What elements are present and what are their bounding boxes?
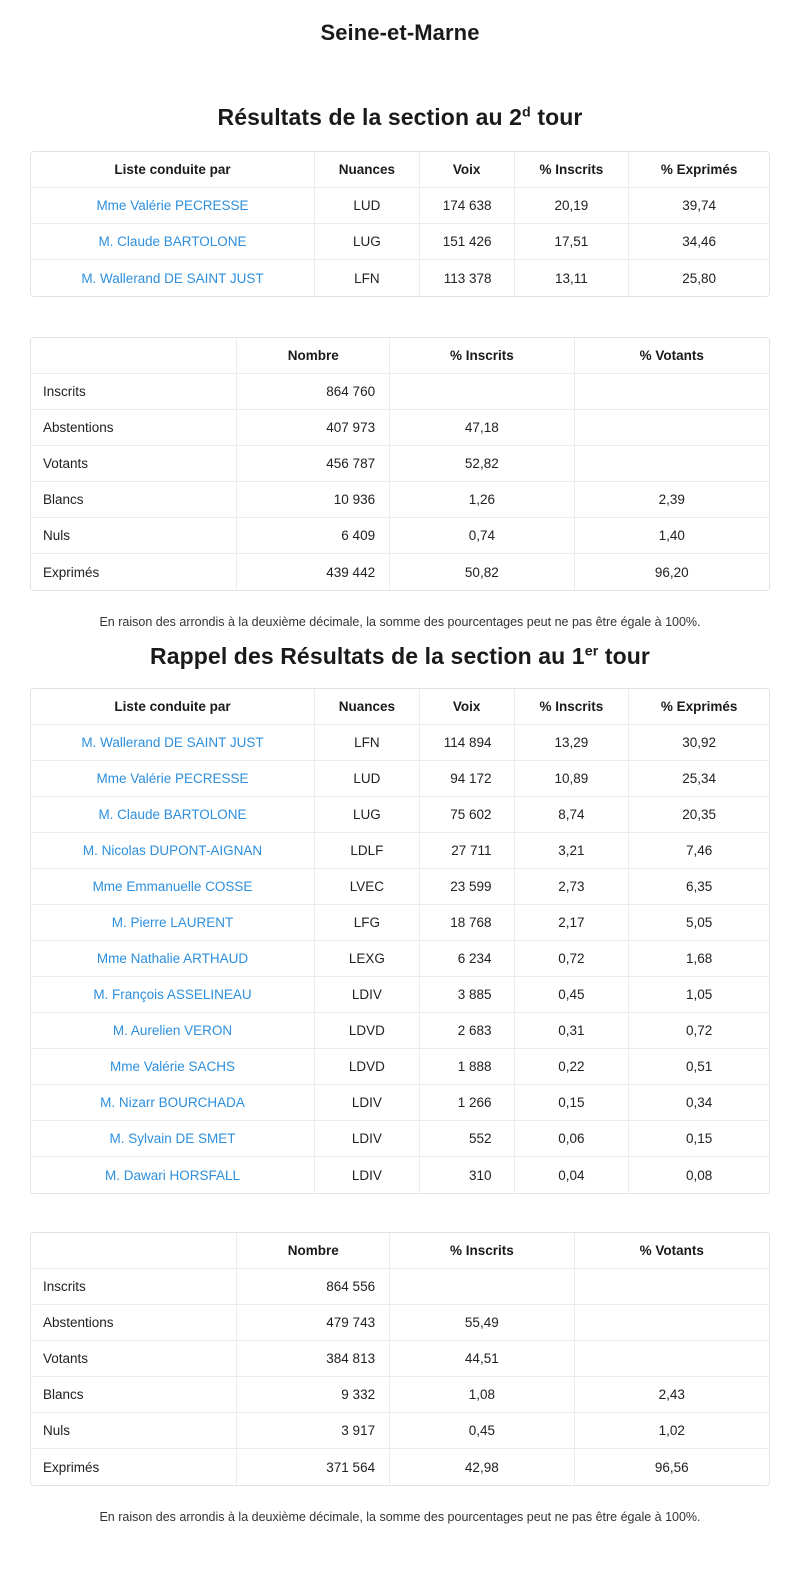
row-pct-votants: 1,02	[575, 1413, 769, 1449]
candidate-name-link[interactable]: M. Nicolas DUPONT-AIGNAN	[31, 833, 315, 869]
candidate-voix: 1 266	[420, 1085, 515, 1121]
candidate-voix: 552	[420, 1121, 515, 1157]
candidate-voix: 174 638	[420, 188, 515, 224]
column-header-nombre: Nombre	[237, 1233, 390, 1269]
row-pct-inscrits: 42,98	[390, 1449, 574, 1485]
round2-lists-table	[30, 151, 770, 297]
row-pct-inscrits: 1,26	[390, 482, 574, 518]
candidate-pct-inscrits: 20,19	[515, 188, 630, 224]
candidate-nuance: LUD	[315, 761, 420, 797]
row-pct-votants: 96,20	[575, 554, 769, 590]
candidate-name-link[interactable]: M. Pierre LAURENT	[31, 905, 315, 941]
candidate-name-link[interactable]: Mme Nathalie ARTHAUD	[31, 941, 315, 977]
candidate-pct-inscrits: 0,04	[515, 1157, 630, 1193]
round2-heading-ordinal: d	[522, 104, 531, 121]
candidate-pct-inscrits: 2,73	[515, 869, 630, 905]
candidate-voix: 2 683	[420, 1013, 515, 1049]
table-row	[31, 446, 769, 482]
row-nombre: 407 973	[237, 410, 390, 446]
table-row	[31, 554, 769, 590]
table-row	[31, 518, 769, 554]
candidate-nuance: LUG	[315, 797, 420, 833]
round1-lists-table	[30, 688, 770, 1194]
row-pct-votants	[575, 446, 769, 482]
table-header-row	[31, 338, 769, 374]
candidate-pct-exprimes: 25,34	[629, 761, 769, 797]
round2-lists-table-wrap	[30, 151, 770, 297]
candidate-pct-inscrits: 8,74	[515, 797, 630, 833]
candidate-name-link[interactable]: Mme Valérie SACHS	[31, 1049, 315, 1085]
candidate-voix: 94 172	[420, 761, 515, 797]
row-pct-votants: 2,39	[575, 482, 769, 518]
column-header-nuances: Nuances	[315, 152, 420, 188]
row-pct-inscrits: 0,45	[390, 1413, 574, 1449]
candidate-nuance: LDIV	[315, 977, 420, 1013]
row-label: Blancs	[31, 1377, 237, 1413]
table-row	[31, 224, 769, 260]
round2-footnote: En raison des arrondis à la deuxième décimale, la somme des pourcentages peut ne pas être égale à 100%.	[99, 615, 701, 629]
candidate-pct-inscrits: 0,15	[515, 1085, 630, 1121]
column-header-nombre: Nombre	[237, 338, 390, 374]
column-header-blank	[31, 1233, 237, 1269]
candidate-name-link[interactable]: Mme Emmanuelle COSSE	[31, 869, 315, 905]
row-pct-inscrits: 50,82	[390, 554, 574, 590]
row-pct-inscrits	[390, 1269, 574, 1305]
candidate-pct-exprimes: 20,35	[629, 797, 769, 833]
column-header-pct-exprimes: % Exprimés	[629, 689, 769, 725]
round2-participation-table-wrap	[30, 337, 770, 591]
candidate-pct-inscrits: 13,11	[515, 260, 630, 296]
candidate-voix: 151 426	[420, 224, 515, 260]
candidate-pct-exprimes: 6,35	[629, 869, 769, 905]
round1-heading-ordinal: er	[584, 643, 599, 660]
candidate-name-link[interactable]: M. Claude BARTOLONE	[31, 224, 315, 260]
round1-lists-body	[31, 725, 769, 1193]
row-nombre: 479 743	[237, 1305, 390, 1341]
table-header-row	[31, 152, 769, 188]
row-nombre: 3 917	[237, 1413, 390, 1449]
candidate-pct-exprimes: 0,15	[629, 1121, 769, 1157]
candidate-nuance: LEXG	[315, 941, 420, 977]
candidate-nuance: LDIV	[315, 1157, 420, 1193]
row-label: Abstentions	[31, 1305, 237, 1341]
candidate-pct-inscrits: 10,89	[515, 761, 630, 797]
candidate-name-link[interactable]: M. Dawari HORSFALL	[31, 1157, 315, 1193]
table-row	[31, 1085, 769, 1121]
row-pct-votants	[575, 1305, 769, 1341]
candidate-pct-exprimes: 30,92	[629, 725, 769, 761]
row-nombre: 384 813	[237, 1341, 390, 1377]
round1-heading	[0, 629, 800, 670]
round1-heading-prefix: Rappel des Résultats de la section au 1	[150, 643, 585, 669]
candidate-pct-exprimes: 25,80	[629, 260, 769, 296]
row-label: Exprimés	[31, 554, 237, 590]
table-row	[31, 797, 769, 833]
candidate-pct-inscrits: 3,21	[515, 833, 630, 869]
candidate-pct-exprimes: 39,74	[629, 188, 769, 224]
table-row	[31, 1121, 769, 1157]
table-row	[31, 1305, 769, 1341]
candidate-pct-inscrits: 0,45	[515, 977, 630, 1013]
candidate-voix: 6 234	[420, 941, 515, 977]
column-header-pct-exprimes: % Exprimés	[629, 152, 769, 188]
candidate-name-link[interactable]: M. Aurelien VERON	[31, 1013, 315, 1049]
candidate-nuance: LUD	[315, 188, 420, 224]
candidate-voix: 1 888	[420, 1049, 515, 1085]
row-label: Exprimés	[31, 1449, 237, 1485]
candidate-name-link[interactable]: M. Wallerand DE SAINT JUST	[31, 260, 315, 296]
candidate-name-link[interactable]: M. Sylvain DE SMET	[31, 1121, 315, 1157]
page-title: Seine-et-Marne	[320, 20, 480, 45]
candidate-voix: 23 599	[420, 869, 515, 905]
candidate-pct-inscrits: 17,51	[515, 224, 630, 260]
candidate-pct-exprimes: 0,51	[629, 1049, 769, 1085]
row-label: Inscrits	[31, 374, 237, 410]
candidate-pct-exprimes: 34,46	[629, 224, 769, 260]
candidate-voix: 18 768	[420, 905, 515, 941]
round1-lists-table-wrap	[30, 688, 770, 1194]
row-label: Nuls	[31, 1413, 237, 1449]
round1-footnote: En raison des arrondis à la deuxième décimale, la somme des pourcentages peut ne pas être égale à 100%.	[99, 1510, 701, 1524]
row-label: Nuls	[31, 518, 237, 554]
candidate-name-link[interactable]: M. Nizarr BOURCHADA	[31, 1085, 315, 1121]
table-row	[31, 1013, 769, 1049]
row-nombre: 456 787	[237, 446, 390, 482]
row-label: Votants	[31, 1341, 237, 1377]
candidate-pct-exprimes: 0,72	[629, 1013, 769, 1049]
column-header-voix: Voix	[420, 152, 515, 188]
candidate-nuance: LFG	[315, 905, 420, 941]
candidate-nuance: LDIV	[315, 1121, 420, 1157]
spacer	[0, 297, 800, 337]
table-header-row	[31, 1233, 769, 1269]
candidate-name-link[interactable]: M. Wallerand DE SAINT JUST	[31, 725, 315, 761]
candidate-nuance: LDIV	[315, 1085, 420, 1121]
row-label: Blancs	[31, 482, 237, 518]
spacer	[0, 1194, 800, 1232]
round1-participation-table	[30, 1232, 770, 1486]
candidate-voix: 3 885	[420, 977, 515, 1013]
row-pct-inscrits: 52,82	[390, 446, 574, 482]
row-pct-votants	[575, 374, 769, 410]
column-header-pct-inscrits: % Inscrits	[515, 689, 630, 725]
table-row	[31, 725, 769, 761]
row-pct-inscrits: 47,18	[390, 410, 574, 446]
table-row	[31, 869, 769, 905]
column-header-pct-votants: % Votants	[575, 338, 769, 374]
table-row	[31, 188, 769, 224]
row-nombre: 6 409	[237, 518, 390, 554]
row-pct-votants: 1,40	[575, 518, 769, 554]
candidate-name-link[interactable]: M. Claude BARTOLONE	[31, 797, 315, 833]
table-row	[31, 1049, 769, 1085]
row-pct-inscrits	[390, 374, 574, 410]
column-header-liste: Liste conduite par	[31, 152, 315, 188]
table-row	[31, 1377, 769, 1413]
candidate-pct-exprimes: 5,05	[629, 905, 769, 941]
table-row	[31, 482, 769, 518]
column-header-pct-inscrits: % Inscrits	[515, 152, 630, 188]
candidate-pct-exprimes: 7,46	[629, 833, 769, 869]
table-row	[31, 1269, 769, 1305]
column-header-pct-votants: % Votants	[575, 1233, 769, 1269]
row-nombre: 439 442	[237, 554, 390, 590]
row-nombre: 864 556	[237, 1269, 390, 1305]
row-nombre: 371 564	[237, 1449, 390, 1485]
table-row	[31, 977, 769, 1013]
row-pct-votants: 96,56	[575, 1449, 769, 1485]
table-row	[31, 941, 769, 977]
candidate-nuance: LDVD	[315, 1013, 420, 1049]
candidate-pct-inscrits: 13,29	[515, 725, 630, 761]
round2-heading-suffix: tour	[530, 104, 583, 130]
candidate-nuance: LDLF	[315, 833, 420, 869]
spacer	[0, 591, 800, 615]
column-header-nuances: Nuances	[315, 689, 420, 725]
table-header-row	[31, 689, 769, 725]
candidate-pct-inscrits: 0,31	[515, 1013, 630, 1049]
row-pct-votants: 2,43	[575, 1377, 769, 1413]
table-row	[31, 1341, 769, 1377]
table-row	[31, 905, 769, 941]
round1-participation-table-wrap	[30, 1232, 770, 1486]
row-pct-inscrits: 44,51	[390, 1341, 574, 1377]
table-row	[31, 1449, 769, 1485]
row-label: Votants	[31, 446, 237, 482]
round1-heading-suffix: tour	[598, 643, 650, 669]
row-nombre: 864 760	[237, 374, 390, 410]
table-row	[31, 410, 769, 446]
candidate-pct-inscrits: 2,17	[515, 905, 630, 941]
table-row	[31, 1157, 769, 1193]
candidate-name-link[interactable]: M. François ASSELINEAU	[31, 977, 315, 1013]
candidate-voix: 27 711	[420, 833, 515, 869]
candidate-pct-exprimes: 1,68	[629, 941, 769, 977]
candidate-nuance: LFN	[315, 260, 420, 296]
row-label: Abstentions	[31, 410, 237, 446]
candidate-nuance: LFN	[315, 725, 420, 761]
column-header-voix: Voix	[420, 689, 515, 725]
candidate-pct-inscrits: 0,06	[515, 1121, 630, 1157]
candidate-name-link[interactable]: Mme Valérie PECRESSE	[31, 761, 315, 797]
candidate-name-link[interactable]: Mme Valérie PECRESSE	[31, 188, 315, 224]
row-pct-votants	[575, 1269, 769, 1305]
column-header-pct-inscrits: % Inscrits	[390, 1233, 574, 1269]
candidate-pct-inscrits: 0,22	[515, 1049, 630, 1085]
candidate-voix: 310	[420, 1157, 515, 1193]
candidate-nuance: LDVD	[315, 1049, 420, 1085]
row-pct-inscrits: 0,74	[390, 518, 574, 554]
table-row	[31, 833, 769, 869]
candidate-pct-exprimes: 1,05	[629, 977, 769, 1013]
round2-participation-table	[30, 337, 770, 591]
row-pct-votants	[575, 1341, 769, 1377]
candidate-pct-exprimes: 0,08	[629, 1157, 769, 1193]
round2-heading	[0, 46, 800, 131]
candidate-nuance: LUG	[315, 224, 420, 260]
column-header-pct-inscrits: % Inscrits	[390, 338, 574, 374]
table-row	[31, 260, 769, 296]
spacer	[0, 1486, 800, 1510]
row-pct-inscrits: 1,08	[390, 1377, 574, 1413]
candidate-voix: 114 894	[420, 725, 515, 761]
table-row	[31, 374, 769, 410]
round2-heading-prefix: Résultats de la section au 2	[217, 104, 523, 130]
candidate-nuance: LVEC	[315, 869, 420, 905]
row-nombre: 10 936	[237, 482, 390, 518]
column-header-blank	[31, 338, 237, 374]
column-header-liste: Liste conduite par	[31, 689, 315, 725]
row-nombre: 9 332	[237, 1377, 390, 1413]
candidate-pct-exprimes: 0,34	[629, 1085, 769, 1121]
candidate-voix: 75 602	[420, 797, 515, 833]
row-label: Inscrits	[31, 1269, 237, 1305]
candidate-pct-inscrits: 0,72	[515, 941, 630, 977]
row-pct-votants	[575, 410, 769, 446]
table-row	[31, 761, 769, 797]
candidate-voix: 113 378	[420, 260, 515, 296]
row-pct-inscrits: 55,49	[390, 1305, 574, 1341]
table-row	[31, 1413, 769, 1449]
